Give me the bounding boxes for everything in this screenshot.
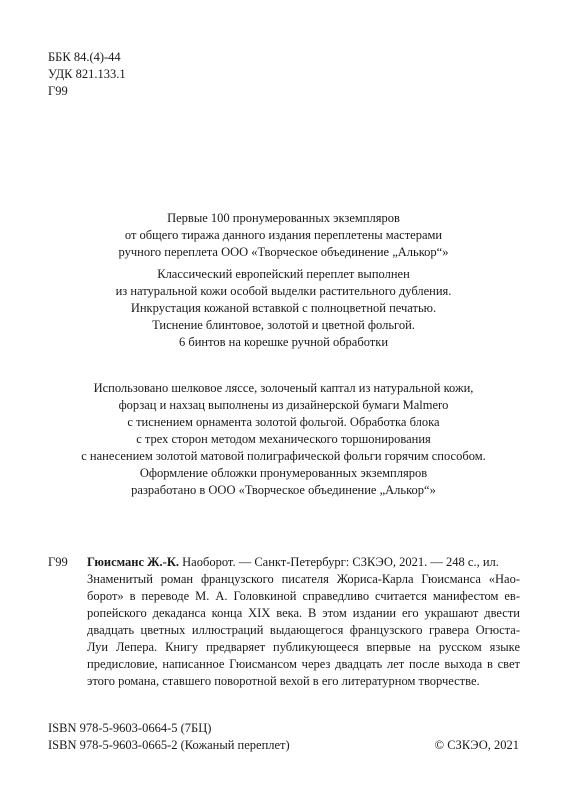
annotation-line: Знаменитый роман французского писателя Жориса-Карла Гюисманса «Нао- bbox=[87, 572, 520, 586]
annotation-line: предисловие, написанное Гюисмансом через двадцать лет после выхода в свет bbox=[87, 657, 520, 671]
numbered-edition-note bbox=[20, 210, 547, 261]
classification-codes bbox=[48, 49, 126, 100]
udk-code: УДК 821.133.1 bbox=[48, 67, 126, 81]
text-line: Тиснение блинтовое, золотой и цветной фольгой. bbox=[152, 318, 415, 332]
text-line: с тиснением орнамента золотой фольгой. Обработка блока bbox=[127, 415, 440, 429]
text-line: Использовано шелковое ляссе, золоченый каптал из натуральной кожи, bbox=[93, 381, 474, 395]
bibliographic-code: Г99 bbox=[48, 555, 68, 569]
annotation-line: борот» в переводе М. А. Головкиной справедливо считается манифестом ев- bbox=[87, 589, 520, 603]
text-line: Первые 100 пронумерованных экземпляров bbox=[167, 211, 400, 225]
binding-description bbox=[20, 266, 547, 351]
annotation-line: двадцать цветных иллюстраций выдающегося французского гравера Огюста- bbox=[87, 623, 520, 637]
copyright-notice: © СЗКЭО, 2021 bbox=[434, 738, 519, 752]
text-line: разработано в ООО «Творческое объединение „Алькор“» bbox=[131, 483, 436, 497]
annotation-line: Луи Лепера. Книгу предваряет публикующееся впервые на русском языке bbox=[87, 640, 520, 654]
text-line: ручного переплета ООО «Творческое объединение „Алькор“» bbox=[118, 245, 449, 259]
text-line: Оформление обложки пронумерованных экземпляров bbox=[139, 466, 428, 480]
author-name: Гюисманс Ж.-К. bbox=[87, 555, 180, 569]
isbn-line: ISBN 978-5-9603-0664-5 (7БЦ) bbox=[48, 721, 212, 735]
materials-description bbox=[20, 380, 547, 499]
isbn-line: ISBN 978-5-9603-0665-2 (Кожаный переплет) bbox=[48, 738, 290, 752]
isbn-block bbox=[48, 720, 290, 754]
text-line: 6 бинтов на корешке ручной обработки bbox=[178, 335, 389, 349]
text-line: из натуральной кожи особой выделки растительного дубления. bbox=[115, 284, 452, 298]
bibliographic-heading bbox=[87, 554, 520, 571]
annotation-line: ропейского декаданса конца XIX века. В этом издании его украшают двести bbox=[87, 606, 520, 620]
bibliographic-entry bbox=[48, 554, 520, 690]
bbk-code: ББК 84.(4)-44 bbox=[48, 50, 121, 64]
author-mark: Г99 bbox=[48, 84, 68, 98]
text-line: с нанесением золотой матовой полиграфической фольги горячим способом. bbox=[81, 449, 486, 463]
text-line: форзац и нахзац выполнены из дизайнерской бумаги Malmero bbox=[118, 398, 449, 412]
text-line: Инкрустация кожаной вставкой с полноцветной печатью. bbox=[130, 301, 437, 315]
text-line: с трех сторон методом механического торшонирования bbox=[136, 432, 431, 446]
publication-info: Наоборот. — Санкт-Петербург: СЗКЭО, 2021. — 248 с., ил. bbox=[179, 555, 499, 569]
annotation-line: этого романа, ставшего поворотной вехой в его литературном творчестве. bbox=[87, 674, 480, 688]
text-line: Классический европейский переплет выполнен bbox=[157, 267, 410, 281]
text-line: от общего тиража данного издания переплетены мастерами bbox=[124, 228, 443, 242]
